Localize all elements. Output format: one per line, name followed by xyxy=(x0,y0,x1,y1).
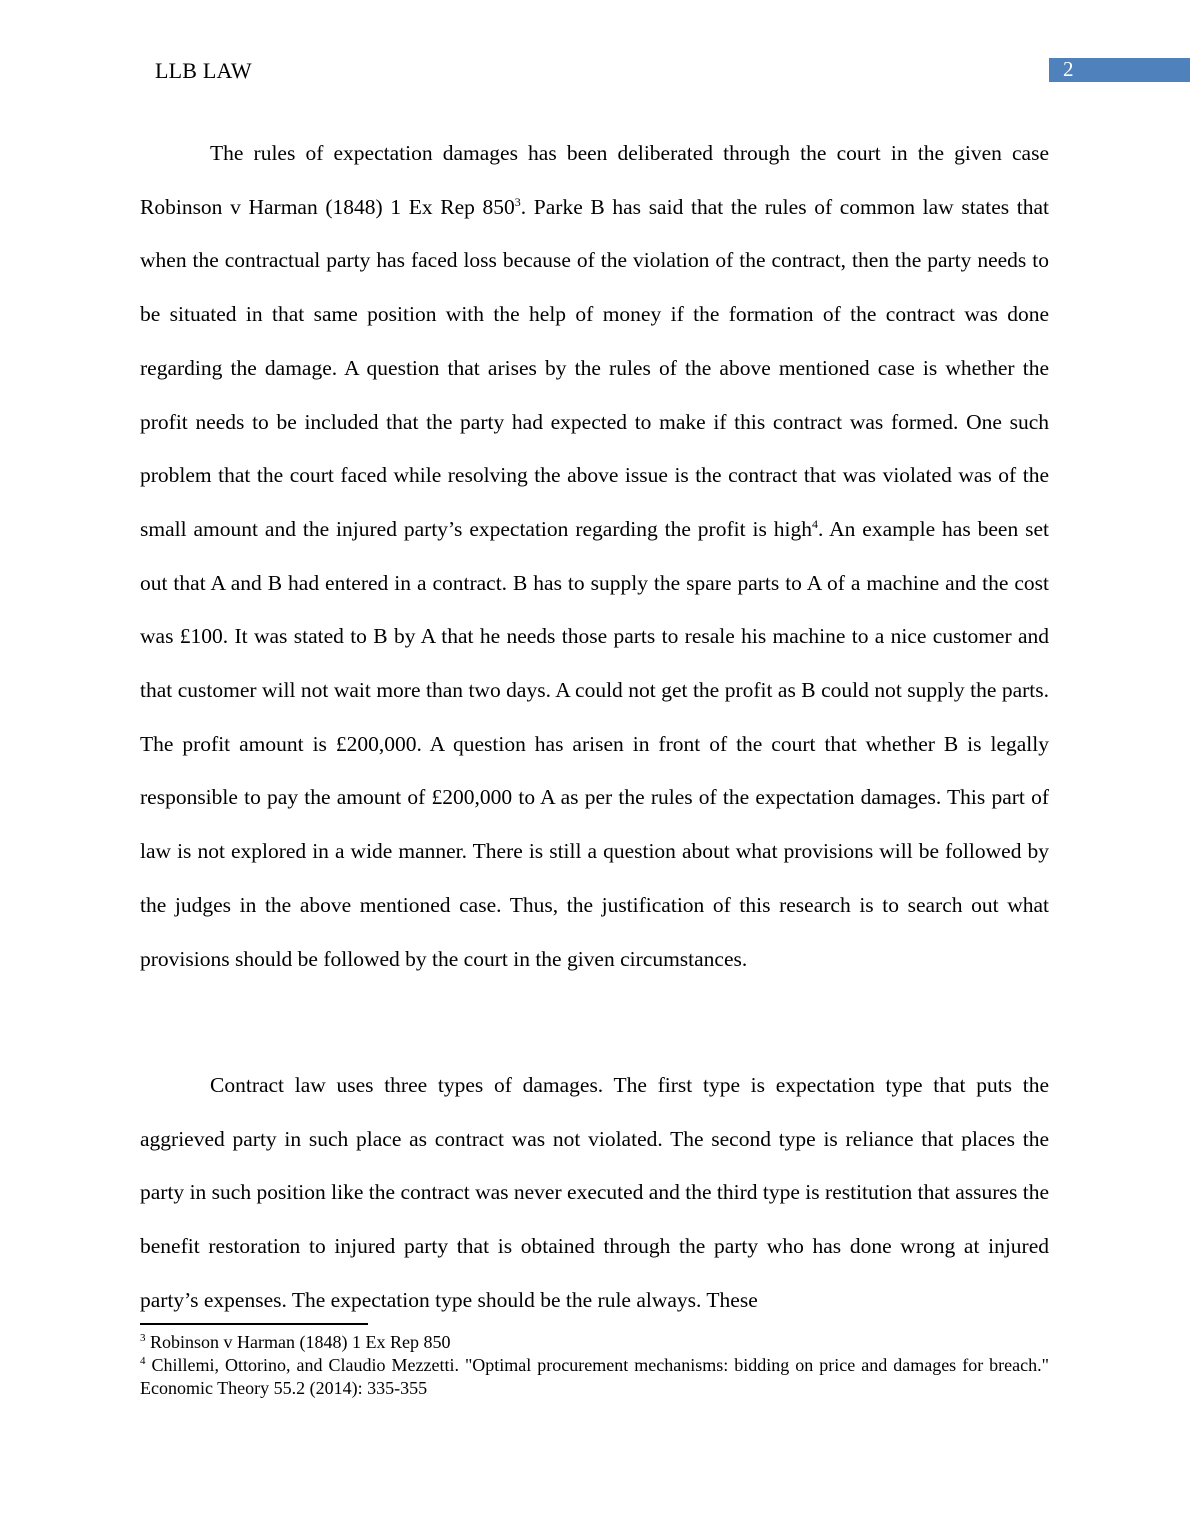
footnote-text: Robinson v Harman (1848) 1 Ex Rep 850 xyxy=(145,1332,451,1352)
footnote-4 xyxy=(140,1354,1049,1400)
page-number: 2 xyxy=(1063,57,1074,81)
footnote-3 xyxy=(140,1331,1049,1354)
body-paragraph-2 xyxy=(140,1059,1049,1328)
header-title: LLB LAW xyxy=(155,58,252,83)
paragraph-1-text-part-3: . An example has been set out that A and B had entered in a contract. B has to supply the spare parts to A of a machine and the cost was £100. It was stated to B by A that he needs those parts to resale his machine to a nice customer and that customer will not wait more than two days. A could not get the profit as B could not supply the parts. The profit amount is £200,000. A question has arisen in front of the court that whether B is legally responsible to pay the amount of £200,000 to A as per the rules of the expectation damages. This part of law is not explored in a wide manner. There is still a question about what provisions will be followed by the judges in the above mentioned case. Thus, the justification of this research is to search out what provisions should be followed by the court in the given circumstances. xyxy=(140,516,1050,971)
footnote-reference-3: 3 xyxy=(514,194,521,209)
paragraph-2-text: Contract law uses three types of damages. The first type is expectation type that puts the aggrieved party in such place as contract was not violated. The second type is reliance that places the party in such position like the contract was never executed and the third type is restitution that assures the benefit restoration to injured party that is obtained through the party who has done wrong at injured party’s expenses. The expectation type should be the rule always. These xyxy=(140,1073,1049,1312)
footnote-reference-4: 4 xyxy=(811,516,818,531)
footnote-mark: 4 xyxy=(140,1355,146,1367)
page-number-badge xyxy=(1049,58,1190,82)
footnote-mark: 3 xyxy=(140,1332,146,1344)
paragraph-1-text-part-1: The rules of expectation damages has been deliberated through the court in the given case Robinson v Harman (1848) 1 Ex Rep 850 xyxy=(140,141,1049,219)
footnote-text: Chillemi, Ottorino, and Claudio Mezzetti. "Optimal procurement mechanisms: bidding on price and damages for breach." Economic Theory 55.2 (2014): 335-355 xyxy=(140,1355,1049,1398)
footnote-separator xyxy=(140,1323,368,1325)
footnotes-section xyxy=(140,1331,1049,1400)
paragraph-1-text-part-2: . Parke B has said that the rules of common law states that when the contractual party has faced loss because of the violation of the contract, then the party needs to be situated in that same position with the help of money if the formation of the contract was done regarding the damage. A question that arises by the rules of the above mentioned case is whether the profit needs to be included that the party had expected to make if this contract was formed. One such problem that the court faced while resolving the above issue is the contract that was violated was of the small amount and the injured party’s expectation regarding the profit is high xyxy=(140,194,1049,541)
body-paragraph-1 xyxy=(140,127,1049,986)
